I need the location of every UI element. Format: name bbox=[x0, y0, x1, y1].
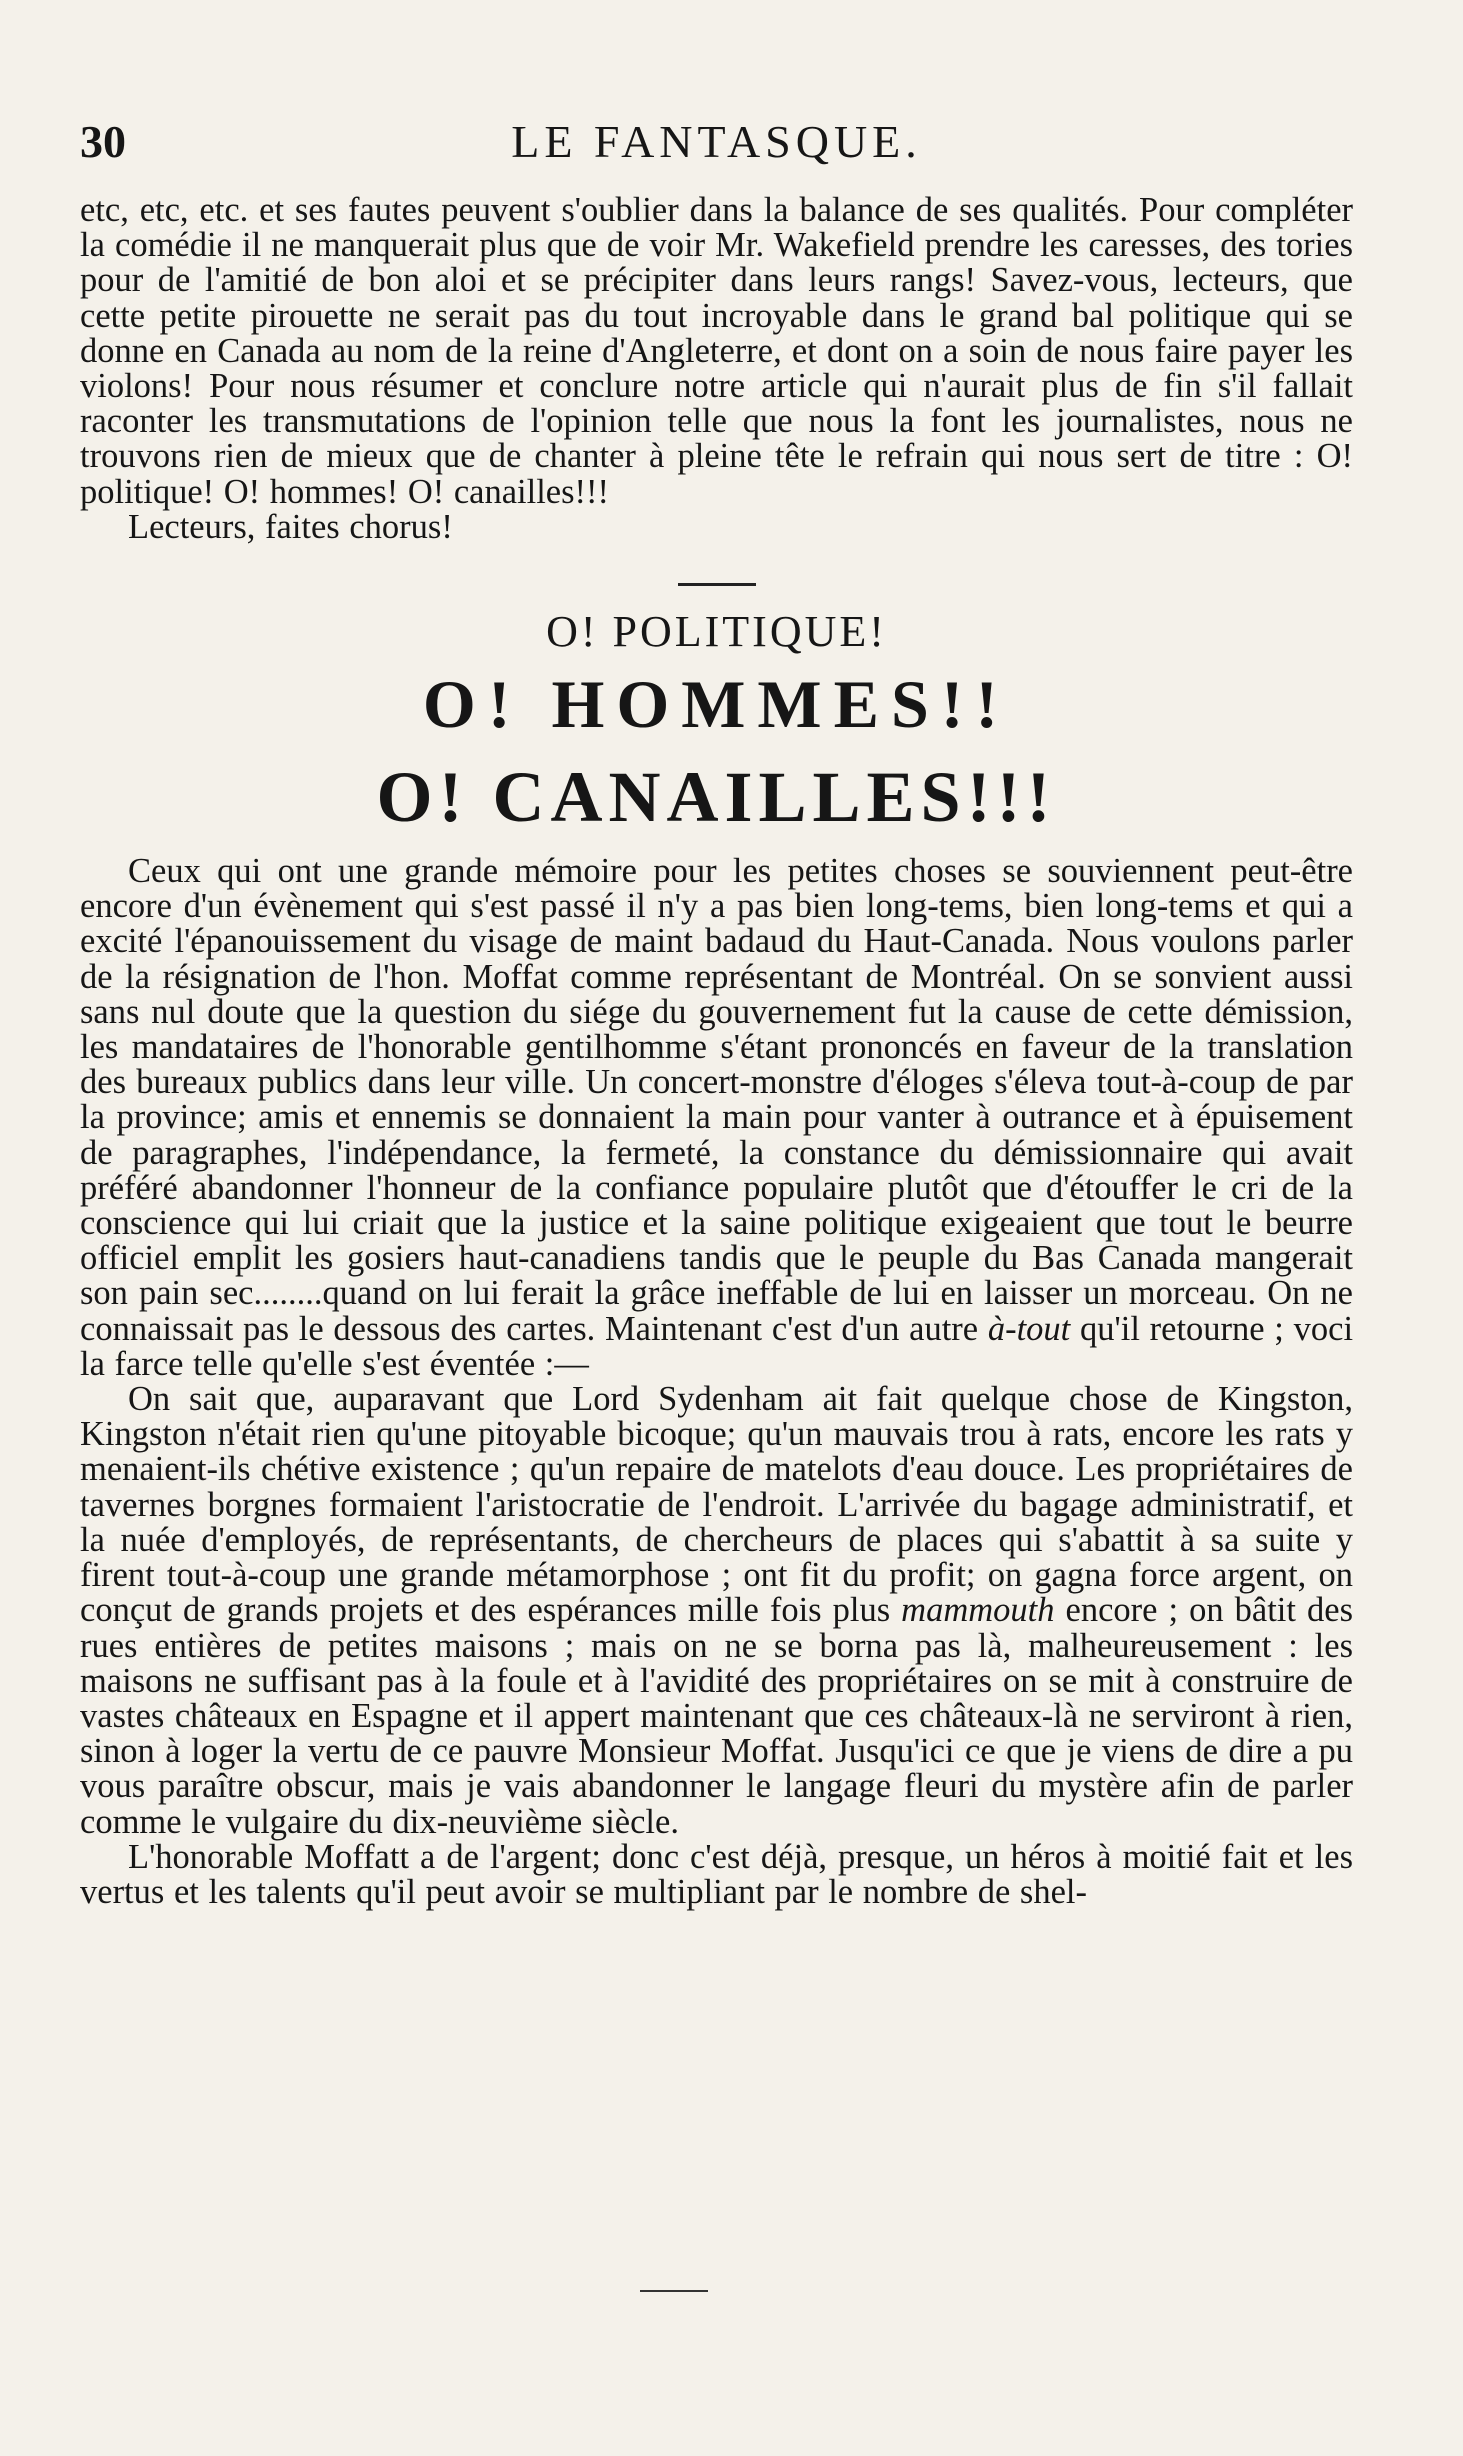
article-paragraph-2-text-a: On sait que, auparavant que Lord Sydenham ait fait quelque chose de Kingston, Kingston n'était rien qu'une pitoyable bicoque; qu'un mauvais trou à rats, encore les rats y menaient-ils chétive existence ; qu'un repaire de matelots d'eau douce. Les propriétaires de tavernes borgnes formaient l'aristocratie de l'endroit. L'arrivée du bagage administratif, et la nuée d'employés, de représentants, de chercheurs de places qui s'abattit à sa suite y firent tout-à-coup une grande métamorphose ; ont fit du profit; on gagna force argent, on conçut de grands projets et des espérances mille fois plus bbox=[80, 1380, 1353, 1630]
running-head bbox=[80, 105, 1353, 175]
article-heading-line-2: O! HOMMES!! bbox=[422, 666, 1011, 743]
article-paragraph-2-italic: mammouth bbox=[901, 1591, 1055, 1630]
bottom-divider bbox=[640, 2290, 708, 2292]
intro-closing-line: Lecteurs, faites chorus! bbox=[128, 507, 453, 546]
journal-title: LE FANTASQUE. bbox=[511, 116, 922, 167]
article-paragraph-1-text: Ceux qui ont une grande mémoire pour les petites choses se souviennent peut-être encore d'un évènement qui s'est passé il n'y a pas bien long-tems, bien long-tems et qui a excité l'épanouissement du visage de maint badaud du Haut-Canada. Nous voulons parler de la résignation de l'hon. Moffat comme représentant de Montréal. On se sonvient aussi sans nul doute que la question du siége du gouvernement fut la cause de cette démission, les mandataires de l'honorable gentilhomme s'étant prononcés en faveur de la translation des bureaux publics dans leur ville. Un concert-monstre d'éloges s'éleva tout-à-coup de par la province; amis et ennemis se donnaient la main pour vanter à outrance et à épuisement de paragraphes, l'indépendance, la fermeté, la constance du démissionnaire qui avait préféré abandonner l'honneur de la confiance populaire plutôt que d'étouffer le cri de la conscience qui lui criait que la justice et la saine politique exigeaient que tout le beurre officiel emplit les gosiers haut-canadiens tandis que le peuple du Bas Canada mangerait son pain sec........quand on lui ferait la grâce ineffable de lui en laisser un morceau. On ne connaissait pas le dessous des cartes. Maintenant c'est d'un autre bbox=[80, 852, 1353, 1348]
article-paragraph-2-text-b: encore ; on bâtit des rues entières de petites maisons ; mais on ne se borna pas là, malheureusement : les maisons ne suffisant pas à la foule et à l'avidité des propriétaires on se mit à construire de vastes châteaux en Espagne et il appert maintenant que ces châteaux-là ne serviront à rien, sinon à loger la vertu de ce pauvre Monsieur Moffat. Jusqu'ici ce que je viens de dire a pu vous paraître obscur, mais je vais abandonner le langage fleuri du mystère afin de parler comme le vulgaire du dix-neuvième siècle. bbox=[80, 1591, 1353, 1841]
article-paragraph-1-italic: à-tout bbox=[987, 1309, 1071, 1348]
article-heading-line-1: O! POLITIQUE! bbox=[546, 607, 887, 657]
page-number: 30 bbox=[80, 116, 126, 167]
article-paragraph: L'honorable Moffatt a de l'argent; donc c'est déjà, presque, un héros à moitié fait et les vertus et les talents qu'il peut avoir se multipliant par le nombre de shel- bbox=[80, 1837, 1353, 1911]
article-paragraph bbox=[80, 1382, 1353, 1840]
article-paragraph-1-end: qu'il retourne ; voci la farce telle qu'elle s'est éventée :— bbox=[80, 1309, 1354, 1383]
section-divider bbox=[678, 583, 756, 586]
intro-paragraph: etc, etc, etc. et ses fautes peuvent s'oublier dans la balance de ses qualités. Pour compléter la comédie il ne manquerait plus que de voir Mr. Wakefield prendre les caresses, des tories pour de l'amitié de bon aloi et se précipiter dans leurs rangs! Savez-vous, lecteurs, que cette petite pirouette ne serait pas du tout incroyable dans le grand bal politique qui se donne en Canada au nom de la reine d'Angleterre, et dont on a soin de nous faire payer les violons! Pour nous résumer et conclure notre article qui n'aurait plus de fin s'il fallait raconter les transmutations de l'opinion telle que nous la font les journalistes, nous ne trouvons rien de mieux que de chanter à pleine tête le refrain qui nous sert de titre : O! politique! O! hommes! O! canailles!!! bbox=[80, 191, 1353, 511]
article-paragraph bbox=[80, 854, 1353, 1382]
article-heading-line-3: O! CANAILLES!!! bbox=[376, 757, 1057, 838]
